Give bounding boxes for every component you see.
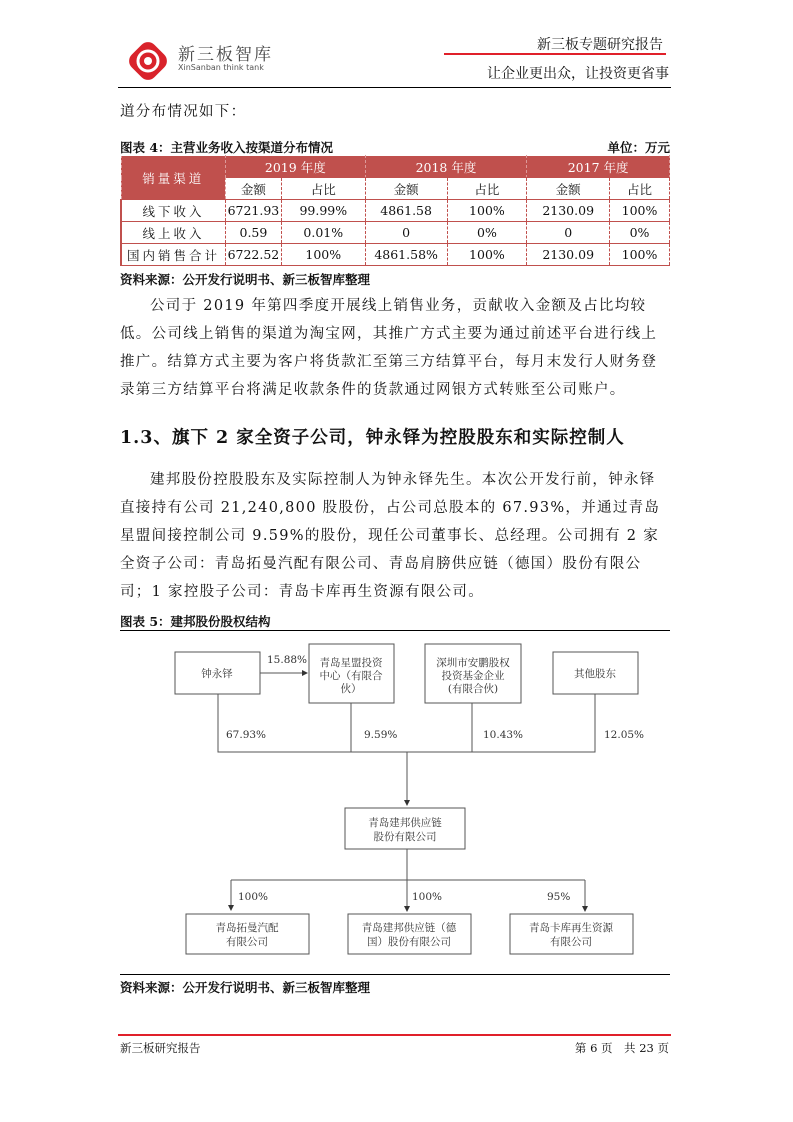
table-cell: 0 [527, 222, 610, 244]
table-cell: 0% [447, 222, 527, 244]
subsidiary-percentage: 100% [412, 891, 443, 903]
subsidiary-box [510, 914, 633, 954]
table-cell: 4861.58% [365, 244, 447, 266]
header-channel: 销量渠道 [121, 156, 225, 200]
figure-caption: 图表 5：建邦股份股权结构 [120, 614, 271, 629]
stake-percentage: 12.05% [604, 729, 645, 741]
subsidiary-percentage: 95% [547, 891, 571, 903]
table-cell: 6721.93 [225, 200, 281, 222]
table-caption: 图表 4：主营业务收入按渠道分布情况 [120, 140, 334, 155]
shareholder-name: 青岛星盟投资 [319, 657, 383, 669]
subsidiary-name: 青岛拓曼汽配 [215, 922, 279, 934]
table-cell: 2130.09 [527, 200, 610, 222]
header-amount: 金额 [365, 178, 447, 200]
paragraph-online-sales: 公司于 2019 年第四季度开展线上销售业务，贡献收入金额及占比均较低。公司线上销售的渠道为淘宝网，其推广方式主要为通过前述平台进行线上推广。结算方式主要为客户将货款汇至第三方结算平台，每月末发行人财务登录第三方结算平台将满足收款条件的货款通过网银方式转账至公司账户。 [120, 298, 658, 398]
header-amount: 金额 [527, 178, 610, 200]
row-label: 线上收入 [121, 222, 225, 244]
row-label: 线下收入 [121, 200, 225, 222]
subsidiary-name: 国）股份有限公司 [367, 936, 451, 948]
section-heading: 1.3、旗下 2 家全资子公司，钟永铎为控股股东和实际控制人 [120, 428, 625, 448]
header-year: 2019 年度 [225, 156, 365, 178]
table-cell: 100% [447, 244, 527, 266]
table-cell: 4861.58 [365, 200, 447, 222]
stake-percentage: 10.43% [483, 729, 524, 741]
header-share: 占比 [610, 178, 670, 200]
table-cell: 0% [610, 222, 670, 244]
figure-source: 资料来源：公开发行说明书、新三板智库整理 [120, 980, 371, 995]
shareholder-name: 投资基金企业 [441, 670, 505, 682]
table-cell: 100% [281, 244, 365, 266]
row-label: 国内销售合计 [121, 244, 225, 266]
stake-percentage: 67.93% [226, 729, 267, 741]
table-cell: 0.59 [225, 222, 281, 244]
header-amount: 金额 [225, 178, 281, 200]
brand-subtitle: XinSanban think tank [178, 63, 264, 72]
subsidiary-name: 青岛卡库再生资源 [529, 922, 613, 934]
subsidiary-percentage: 100% [238, 891, 269, 903]
link-percentage: 15.88% [267, 654, 308, 666]
shareholder-name: 钟永铎 [201, 668, 233, 680]
brand-name: 新三板智库 [178, 45, 273, 65]
shareholder-name: 其他股东 [574, 668, 616, 680]
header-share: 占比 [281, 178, 365, 200]
header-year: 2018 年度 [365, 156, 527, 178]
intro-line: 道分布情况如下： [120, 104, 247, 120]
header-share: 占比 [447, 178, 527, 200]
connector-line [218, 694, 595, 752]
report-type: 新三板专题研究报告 [537, 37, 663, 53]
paragraph-shareholders: 建邦股份控股股东及实际控制人为钟永铎先生。本次公开发行前，钟永铎直接持有公司 21,240,800 股股份，占公司总股本的 67.93%，并通过青岛星盟间接控制公司 9.59%的股份，现任公司董事长、总经理。公司拥有 2 家全资子公司：青岛拓曼汽配有限公司、青岛肩膀供应链（德国）股份有限公司；1 家控股子公司：青岛卡库再生资源有限公司。 [120, 472, 661, 600]
subsidiary-box [186, 914, 309, 954]
stake-percentage: 9.59% [364, 729, 398, 741]
table-cell: 0.01% [281, 222, 365, 244]
subsidiary-name: 有限公司 [226, 936, 268, 948]
table-unit: 单位：万元 [607, 140, 670, 155]
company-name: 股份有限公司 [373, 831, 437, 843]
header-year: 2017 年度 [527, 156, 670, 178]
footer-red-rule [118, 1034, 671, 1036]
company-name: 青岛建邦供应链 [368, 817, 442, 829]
subsidiary-name: 青岛建邦供应链（德 [361, 922, 457, 934]
subsidiary-box [348, 914, 471, 954]
table-cell: 100% [610, 200, 670, 222]
subsidiary-name: 有限公司 [550, 936, 592, 948]
table-cell: 100% [447, 200, 527, 222]
table-cell: 2130.09 [527, 244, 610, 266]
table-cell: 6722.52 [225, 244, 281, 266]
slogan: 让企业更出众，让投资更省事 [487, 66, 669, 82]
table-cell: 100% [610, 244, 670, 266]
page-number: 第 6 页 共 23 页 [574, 1041, 669, 1055]
shareholder-name: 中心（有限合 [319, 670, 383, 682]
table-cell: 99.99% [281, 200, 365, 222]
shareholder-name: 深圳市安鹏股权 [436, 657, 510, 669]
footer-report-name: 新三板研究报告 [120, 1041, 201, 1055]
figure-bottom-rule [120, 974, 670, 975]
shareholder-name: (有限合伙) [447, 683, 499, 695]
table-cell: 0 [365, 222, 447, 244]
shareholder-name: 伙） [340, 683, 362, 695]
table-source: 资料来源：公开发行说明书、新三板智库整理 [120, 272, 371, 287]
